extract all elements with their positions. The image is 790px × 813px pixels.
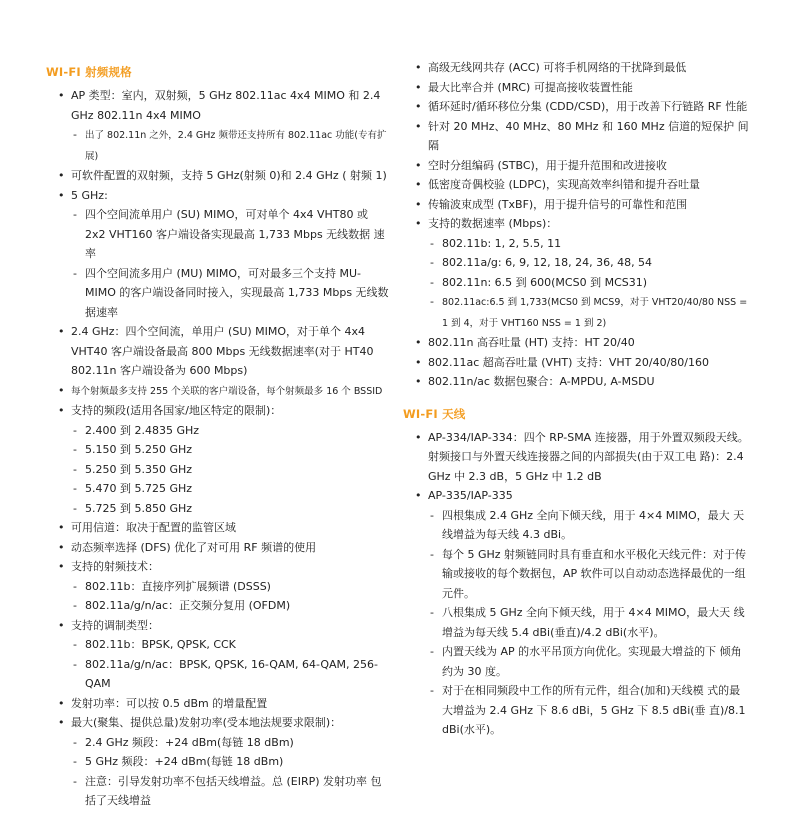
sub-list-item	[428, 273, 749, 293]
sub-list-item-text: 2.4 GHz 频段：+24 dBm(每链 18 dBm)	[85, 735, 294, 749]
sub-list-item	[71, 125, 391, 166]
sub-list-item-text: 802.11b：直接序列扩展频谱 (DSSS)	[85, 579, 271, 593]
sub-list-item-text: 四根集成 2.4 GHz 全向下倾天线，用于 4×4 MIMO，最大 天线增益为每天线 4.3 dBi。	[442, 508, 745, 541]
sub-list-item-text: 5.725 到 5.850 GHz	[85, 501, 193, 515]
list-item	[403, 333, 749, 353]
list-item-text: AP-334/IAP-334：四个 RP-SMA 连接器，用于外置双频段天线。射频接口与外置天线连接器之间的内部损失(由于双工电 路)：2.4 GHz 中 2.3 dB，5 GHz 中 1.2 dB	[428, 430, 749, 483]
sub-list-item	[71, 205, 391, 264]
list-item-text: 可软件配置的双射频，支持 5 GHz(射频 0)和 2.4 GHz ( 射频 1)	[71, 169, 387, 182]
right-column	[403, 58, 749, 740]
sub-list	[428, 506, 749, 740]
list-item-text: 支持的频段(适用各国家/地区特定的限制)：	[71, 404, 282, 417]
list-item	[403, 78, 749, 98]
sub-list-item	[71, 635, 391, 655]
left-column	[46, 58, 391, 811]
list-item-text: 高级无线网共存 (ACC) 可将手机网络的干扰降到最低	[428, 61, 687, 74]
sub-list-item-text: 出了 802.11n 之外，2.4 GHz 频带还支持所有 802.11ac 功能(专有扩展)	[85, 130, 387, 162]
list-item-text: 802.11n/ac 数据包聚合：A-MPDU, A-MSDU	[428, 375, 655, 388]
sub-list-item	[428, 545, 749, 604]
list-item-text: 低密度奇偶校验 (LDPC)，实现高效率纠错和提升吞吐量	[428, 178, 700, 191]
list-item-text: 2.4 GHz：四个空间流，单用户 (SU) MIMO，对于单个 4x4 VHT40 客户端设备最高 800 Mbps 无线数据速率(对于 HT40 802.11n 客户端设备为 600 Mbps)	[71, 325, 374, 377]
list-item	[46, 86, 391, 166]
list-item-text: 5 GHz:	[71, 188, 108, 202]
sub-list	[71, 577, 391, 616]
list-item-text: 支持的射频技术：	[71, 560, 159, 573]
list-item-text: 传输波束成型 (TxBF)，用于提升信号的可靠性和范围	[428, 197, 688, 211]
sub-list-item-text: 5.250 到 5.350 GHz	[85, 462, 193, 476]
antenna-spec-list	[403, 428, 749, 740]
list-item	[403, 117, 749, 156]
sub-list-item-text: 5.150 到 5.250 GHz	[85, 443, 193, 456]
sub-list-item	[428, 642, 749, 681]
list-item-text: 支持的调制类型：	[71, 618, 159, 632]
sub-list-item-text: 四个空间流单用户 (SU) MIMO，可对单个 4x4 VHT80 或 2x2 VHT160 客户端设备实现最高 1,733 Mbps 无线数据 速率	[85, 208, 385, 260]
sub-list-item	[71, 577, 391, 597]
sub-list-item-text: 八根集成 5 GHz 全向下倾天线，用于 4×4 MIMO，最大天 线增益为每天线 5.4 dBi(垂直)/4.2 dBi(水平)。	[442, 606, 745, 639]
sub-list-item	[71, 440, 391, 460]
list-item	[403, 428, 749, 487]
list-item	[403, 58, 749, 78]
sub-list-item-text: 802.11a/g/n/ac：BPSK, QPSK, 16-QAM, 64-QAM, 256-QAM	[85, 657, 378, 690]
list-item-text: 循环延时/循环移位分集 (CDD/CSD)，用于改善下行链路 RF 性能	[428, 100, 748, 113]
sub-list	[71, 125, 391, 166]
list-item-text: 针对 20 MHz、40 MHz、80 MHz 和 160 MHz 信道的短保护 间隔	[428, 119, 749, 152]
sub-list-item-text: 802.11b：BPSK, QPSK, CCK	[85, 638, 236, 651]
sub-list-item	[71, 772, 391, 811]
list-item-text: 支持的数据速率 (Mbps)：	[428, 217, 558, 230]
list-item-text: AP 类型：室内，双射频，5 GHz 802.11ac 4x4 MIMO 和 2.4 GHz 802.11n 4x4 MIMO	[71, 89, 381, 122]
list-item	[46, 518, 391, 538]
list-item	[403, 195, 749, 215]
list-item	[46, 322, 391, 381]
list-item	[403, 175, 749, 195]
sub-list-item	[428, 292, 749, 333]
list-item	[46, 557, 391, 616]
sub-list-item	[428, 681, 749, 740]
sub-list-item-text: 2.400 到 2.4835 GHz	[85, 423, 200, 437]
sub-list-item	[71, 264, 391, 323]
sub-list-item-text: 四个空间流多用户 (MU) MIMO，可对最多三个支持 MU-MIMO 的客户端设备同时接入，实现最高 1,733 Mbps 无线数据速率	[85, 266, 389, 319]
sub-list-item-text: 对于在相同频段中工作的所有元件，组合(加和)天线模 式的最大增益为 2.4 GHz 下 8.6 dBi，5 GHz 下 8.5 dBi(垂 直)/8.1 dBi(水平)。	[442, 684, 746, 736]
sub-list-item	[428, 234, 749, 254]
list-item-text: 每个射频最多支持 255 个关联的客户端设备，每个射频最多 16 个 BSSID	[71, 385, 383, 397]
section-title-radio-specs: WI-FI 射频规格	[46, 65, 132, 79]
section-title-antenna: WI-FI 天线	[403, 406, 466, 421]
list-item	[403, 372, 749, 392]
list-item	[46, 713, 391, 811]
list-item-text: 动态频率选择 (DFS) 优化了对可用 RF 频谱的使用	[71, 540, 317, 554]
list-item	[46, 186, 391, 323]
sub-list-item	[71, 596, 391, 616]
list-item-text: 最大比率合并 (MRC) 可提高接收装置性能	[428, 80, 633, 94]
sub-list-item-text: 802.11ac:6.5 到 1,733(MCS0 到 MCS9，对于 VHT20/40/80 NSS = 1 到 4，对于 VHT160 NSS = 1 到 2)	[442, 297, 748, 329]
sub-list	[71, 635, 391, 694]
sub-list	[71, 205, 391, 322]
sub-list-item-text: 每个 5 GHz 射频链同时具有垂直和水平极化天线元件：对于传输或接收的每个数据包，AP 软件可以自动动态选择最优的一组元件。	[442, 547, 747, 600]
list-item	[403, 486, 749, 740]
list-item	[46, 401, 391, 518]
list-item-text: 802.11n 高吞吐量 (HT) 支持：HT 20/40	[428, 336, 635, 349]
sub-list-item	[71, 655, 391, 694]
sub-list-item	[71, 460, 391, 480]
list-item-text: 802.11ac 超高吞吐量 (VHT) 支持：VHT 20/40/80/160	[428, 355, 709, 369]
list-item	[403, 97, 749, 117]
list-item	[403, 353, 749, 373]
list-item	[46, 538, 391, 558]
sub-list-item-text: 内置天线为 AP 的水平吊顶方向优化。实现最大增益的下 倾角约为 30 度。	[442, 645, 742, 678]
sub-list-item	[428, 253, 749, 273]
radio-feature-list	[403, 58, 749, 392]
sub-list-item-text: 5 GHz 频段：+24 dBm(每链 18 dBm)	[85, 755, 284, 768]
sub-list-item	[71, 499, 391, 519]
radio-spec-list	[46, 86, 391, 811]
list-item-text: 可用信道：取决于配置的监管区域	[71, 521, 236, 534]
list-item	[403, 214, 749, 333]
list-item-text: 发射功率：可以按 0.5 dBm 的增量配置	[71, 696, 268, 710]
sub-list-item-text: 802.11a/g: 6, 9, 12, 18, 24, 36, 48, 54	[442, 256, 653, 269]
sub-list-item	[71, 479, 391, 499]
sub-list	[71, 733, 391, 811]
sub-list-item	[71, 733, 391, 753]
sub-list	[428, 234, 749, 334]
sub-list-item-text: 5.470 到 5.725 GHz	[85, 482, 193, 495]
sub-list-item	[71, 421, 391, 441]
list-item-text: AP-335/IAP-335	[428, 489, 513, 502]
sub-list-item	[428, 506, 749, 545]
list-item	[403, 156, 749, 176]
list-item	[46, 166, 391, 186]
sub-list-item-text: 802.11b: 1, 2, 5.5, 11	[442, 236, 562, 250]
sub-list-item-text: 802.11a/g/n/ac：正交频分复用 (OFDM)	[85, 599, 291, 612]
sub-list-item	[71, 752, 391, 772]
sub-list-item	[428, 603, 749, 642]
list-item-text: 最大(聚集、提供总量)发射功率(受本地法规要求限制)：	[71, 716, 342, 729]
list-item	[46, 694, 391, 714]
sub-list-item-text: 802.11n: 6.5 到 600(MCS0 到 MCS31)	[442, 275, 648, 289]
list-item	[46, 381, 391, 402]
list-item	[46, 616, 391, 694]
list-item-text: 空时分组编码 (STBC)，用于提升范围和改进接收	[428, 158, 667, 172]
sub-list	[71, 421, 391, 519]
sub-list-item-text: 注意：引导发射功率不包括天线增益。总 (EIRP) 发射功率 包括了天线增益	[85, 774, 382, 807]
